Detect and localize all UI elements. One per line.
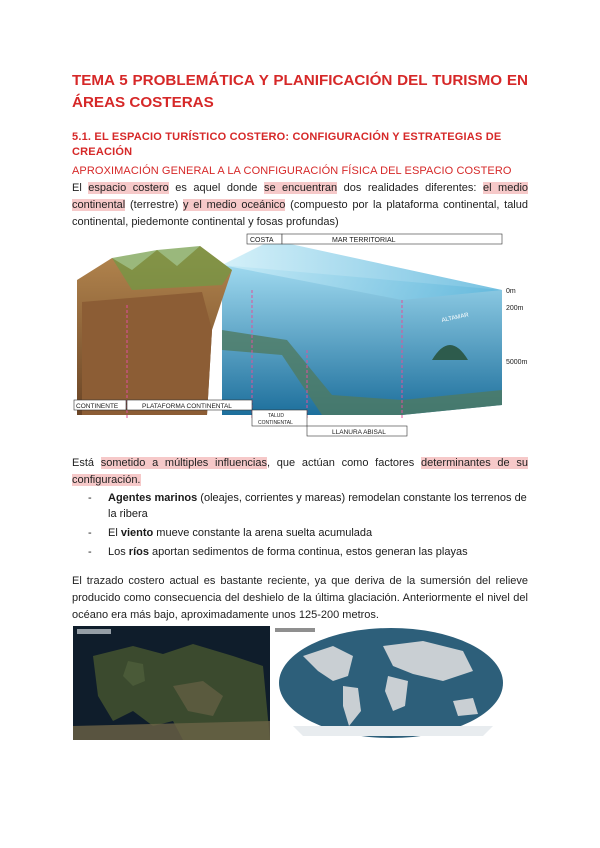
- europe-satellite-map: [73, 626, 270, 740]
- depth-200: 200m: [506, 305, 524, 312]
- highlight: sometido a múltiples influencias: [100, 457, 267, 469]
- label-mar-territorial: MAR TERRITORIAL: [332, 237, 396, 244]
- highlight: espacio costero: [88, 182, 169, 194]
- influence-list: [88, 490, 528, 563]
- list-item: - El viento mueve constante la arena suelta acumulada: [88, 525, 528, 541]
- highlight: determinantes de su configuración.: [72, 457, 528, 486]
- coastal-profile-diagram: [72, 230, 528, 450]
- label-continente: CONTINENTE: [76, 403, 119, 410]
- subsection-heading: APROXIMACIÓN GENERAL A LA CONFIGURACIÓN FÍSICA DEL ESPACIO COSTERO: [72, 165, 512, 177]
- paragraph-sea-level: El trazado costero actual es bastante reciente, ya que deriva de la sumersión del relieve producido como consecuencia del deshielo de la última glaciación. Anteriormente el nivel del océano era más bajo, aproximadamente unos 125-200 metros.: [72, 575, 528, 621]
- document-title: TEMA 5 PROBLEMÁTICA Y PLANIFICACIÓN DEL TURISMO EN ÁREAS COSTERAS: [72, 72, 528, 111]
- world-map: [273, 626, 509, 740]
- label-llanura: LLANURA ABISAL: [332, 429, 386, 436]
- label-costa: COSTA: [250, 237, 274, 244]
- label-altamar: ALTAMAR: [441, 312, 470, 324]
- highlight: y el medio oceánico: [183, 199, 286, 211]
- label-talud-1: TALUD: [268, 413, 285, 419]
- highlight: el medio continental: [72, 182, 529, 211]
- list-item: - Los ríos aportan sedimentos de forma continua, estos generan las playas: [88, 544, 528, 560]
- label-plataforma: PLATAFORMA CONTINENTAL: [142, 403, 232, 410]
- list-item: - Agentes marinos (oleajes, corrientes y mareas) remodelan constante los terrenos de la ribera: [88, 490, 528, 522]
- section-heading: 5.1. EL ESPACIO TURÍSTICO COSTERO: CONFIGURACIÓN Y ESTRATEGIAS DE CREACIÓN: [72, 131, 502, 158]
- depth-0: 0m: [506, 288, 516, 295]
- paragraph-coastal-space: El espacio costero es aquel donde se encuentran dos realidades diferentes: el medio continental (terrestre) y el medio oceánico (compuesto por la plataforma continental, talud continental, piedemonte continental y fosas profundas): [72, 182, 529, 228]
- depth-5000: 5000m: [506, 359, 528, 366]
- highlight: se encuentran: [263, 182, 338, 194]
- paragraph-influences: Está sometido a múltiples influencias, que actúan como factores determinantes de su configuración.: [72, 457, 528, 486]
- label-talud-2: CONTINENTAL: [258, 420, 293, 426]
